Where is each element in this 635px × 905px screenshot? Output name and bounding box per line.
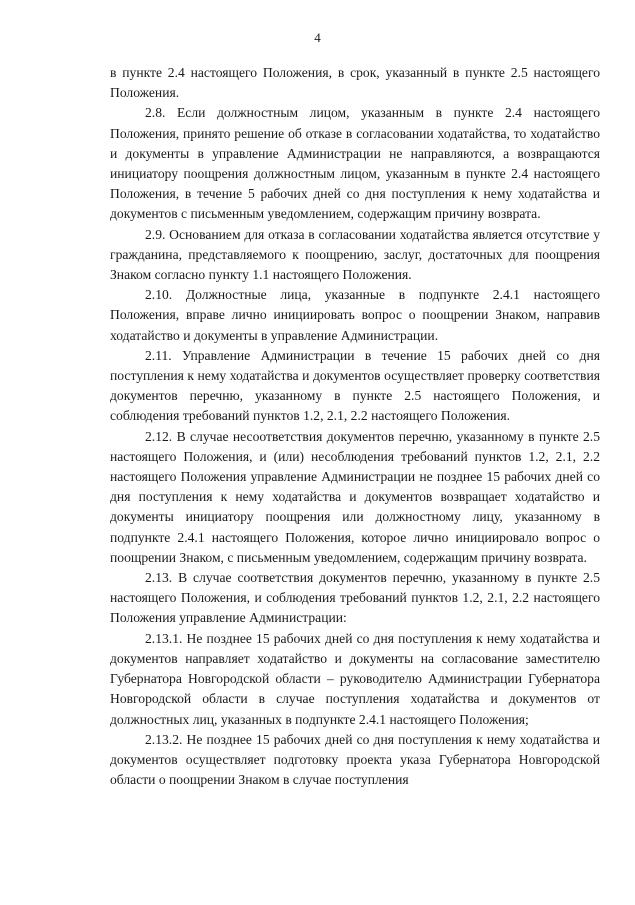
document-body (110, 63, 600, 790)
paragraph-2-8: 2.8. Если должностным лицом, указанным в пункте 2.4 настоящего Положения, принято решение об отказе в согласовании ходатайства, то ходатайство и документы в управление Администрации не направляются, а возвращаются инициатору поощрения должностным лицом, указанным в пункте 2.4 настоящего Положения, в течение 5 рабочих дней со дня поступления к нему ходатайства и документов с письменным уведомлением, содержащим причину возврата. (110, 105, 600, 222)
paragraph-2-13-1: 2.13.1. Не позднее 15 рабочих дней со дня поступления к нему ходатайства и документов направляет ходатайство и документы на согласование заместителю Губернатора Новгородской области – руководителю Администрации Губернатора Новгородской области в случае поступления ходатайства и документов от должностных лиц, указанных в подпункте 2.4.1 настоящего Положения; (110, 630, 600, 727)
paragraph-2-13: 2.13. В случае соответствия документов перечню, указанному в пункте 2.5 настоящего Положения, и соблюдения требований пунктов 1.2, 2.1, 2.2 настоящего Положения управление Администрации: (110, 570, 600, 626)
paragraph-continuation: в пункте 2.4 настоящего Положения, в срок, указанный в пункте 2.5 настоящего Положения. (110, 65, 600, 101)
paragraph-2-13-2: 2.13.2. Не позднее 15 рабочих дней со дня поступления к нему ходатайства и документов осуществляет подготовку проекта указа Губернатора Новгородской области о поощрении Знаком в случае поступления (110, 731, 600, 788)
paragraph-2-9: 2.9. Основанием для отказа в согласовании ходатайства является отсутствие у гражданина, представляемого к поощрению, заслуг, достаточных для поощрения Знаком согласно пункту 1.1 настоящего Положения. (110, 226, 600, 283)
paragraph-2-10: 2.10. Должностные лица, указанные в подпункте 2.4.1 настоящего Положения, вправе лично инициировать вопрос о поощрении Знаком, направив ходатайство и документы в управление Администрации. (110, 287, 600, 343)
page-number: 4 (314, 30, 321, 45)
paragraph-2-11: 2.11. Управление Администрации в течение 15 рабочих дней со дня поступления к нему ходатайства и документов осуществляет проверку соответствия документов перечню, указанному в пункте 2.5 настоящего Положения, и соблюдения требований пунктов 1.2, 2.1, 2.2 настоящего Положения. (110, 347, 600, 424)
paragraph-2-12: 2.12. В случае несоответствия документов перечню, указанному в пункте 2.5 настоящего Положения, и (или) несоблюдения требований пунктов 1.2, 2.1, 2.2 настоящего Положения управление Администрации не позднее 15 рабочих дней со дня поступления к нему ходатайства и документов возвращает ходатайство и документы инициатору поощрения или должностному лицу, указанному в подпункте 2.4.1 настоящего Положения, которое лично инициировало вопрос о поощрении Знаком, с письменным уведомлением, содержащим причину возврата. (110, 428, 600, 565)
